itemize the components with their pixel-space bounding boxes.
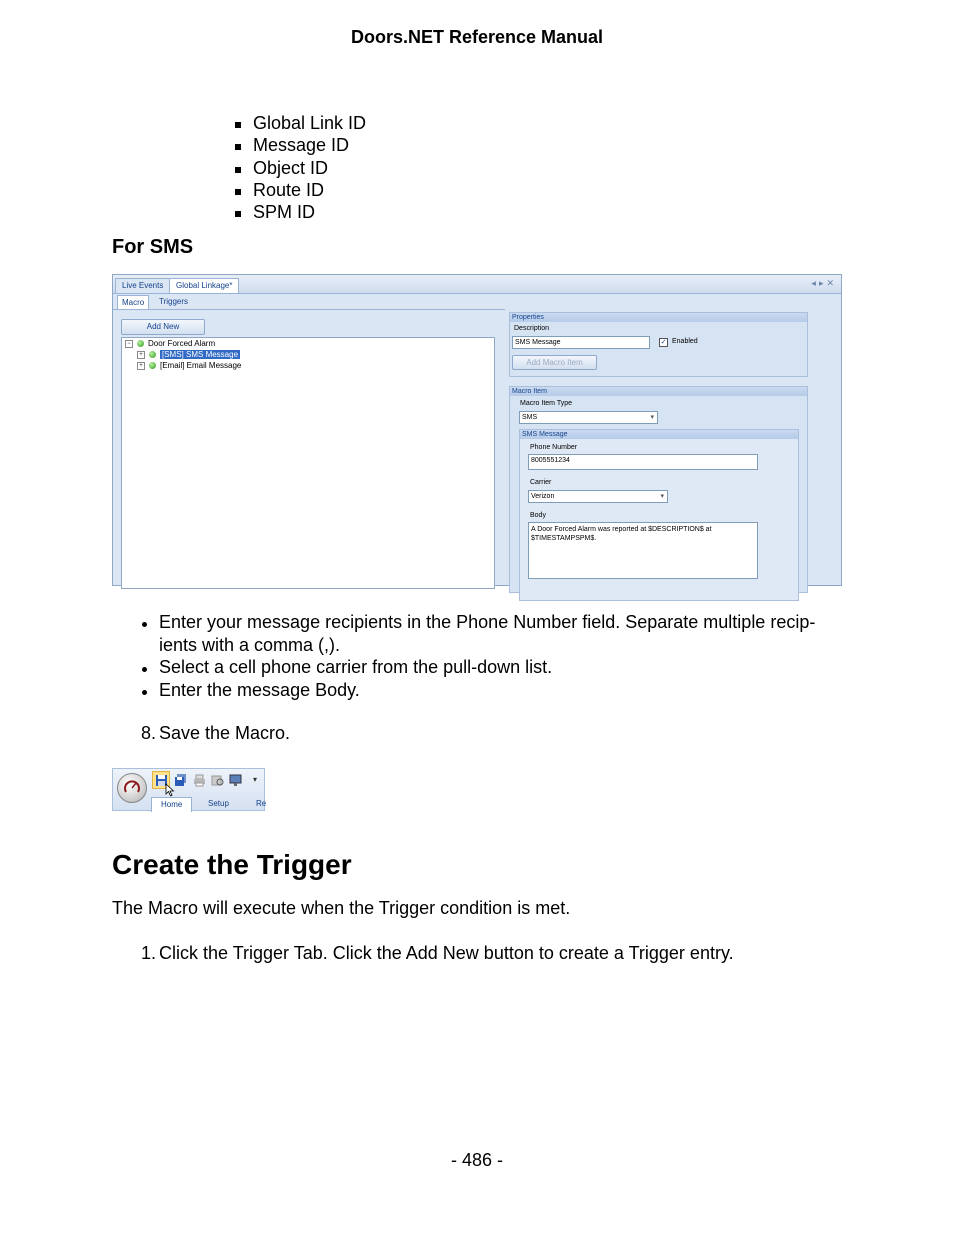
page-header: Doors.NET Reference Manual (350, 27, 604, 47)
section-heading-trigger: Create the Trigger (112, 849, 352, 880)
enabled-label: Enabled (672, 338, 698, 345)
panel-title: Properties (510, 313, 807, 322)
description-label: Description (514, 325, 550, 332)
window-controls-icon[interactable]: ◂▸✕ (811, 278, 837, 288)
carrier-label: Carrier (530, 479, 552, 486)
tab-reports[interactable]: Re (256, 799, 267, 808)
status-dot-icon (149, 362, 156, 369)
status-dot-icon (137, 340, 144, 347)
tab-setup[interactable]: Setup (208, 799, 229, 808)
collapse-icon[interactable]: − (125, 340, 133, 348)
enabled-checkbox[interactable]: ✓ (660, 339, 667, 346)
id-list (234, 112, 366, 223)
document-tab-bar (113, 275, 841, 294)
list-item: Message ID (234, 134, 366, 156)
print-preview-icon[interactable] (211, 774, 224, 787)
list-item: Route ID (234, 179, 366, 201)
instruction-list (140, 611, 850, 701)
tree-node-email[interactable]: + [Email] Email Message (137, 360, 241, 371)
carrier-select[interactable]: Verizon ▾ (528, 490, 668, 503)
panel-title: Macro Item (510, 387, 807, 396)
add-macro-item-button[interactable]: Add Macro Item (512, 355, 597, 370)
page-number: - 486 - (450, 1150, 504, 1170)
macro-item-type-label: Macro Item Type (520, 400, 573, 407)
section-heading-sms: For SMS (112, 236, 194, 258)
group-title: SMS Message (520, 430, 798, 439)
expand-icon[interactable]: + (137, 362, 145, 370)
macro-tree[interactable] (121, 337, 495, 589)
tree-node-sms[interactable]: + [SMS] SMS Message (137, 349, 240, 360)
phone-number-label: Phone Number (530, 444, 578, 451)
intro-paragraph: The Macro will execute when the Trigger condition is met. (112, 898, 571, 918)
print-icon[interactable] (193, 774, 206, 787)
list-item: Object ID (234, 157, 366, 179)
step-text: Click the Trigger Tab. Click the Add New button to create a Trigger entry. (159, 943, 734, 963)
step-text: Save the Macro. (159, 723, 291, 743)
step-number: 1. (140, 943, 156, 963)
list-item: Enter the message Body. (140, 679, 850, 702)
body-textarea[interactable]: A Door Forced Alarm was reported at $DESCRIPTION$ at $TIMESTAMPSPM$. (528, 522, 758, 579)
monitor-icon[interactable] (229, 774, 242, 787)
expand-icon[interactable]: + (137, 351, 145, 359)
sms-macro-screenshot (112, 274, 842, 586)
tab-home[interactable]: Home (151, 797, 192, 812)
tab-global-linkage[interactable]: Global Linkage* (169, 278, 239, 293)
tab-macro[interactable]: Macro (117, 295, 149, 309)
customize-toolbar-icon[interactable]: ▾ (253, 775, 258, 784)
toolbar-screenshot (112, 768, 265, 811)
save-all-icon[interactable] (174, 774, 187, 787)
app-orb-icon[interactable] (117, 773, 147, 803)
sms-message-group (519, 429, 799, 601)
list-item: Enter your message recipients in the Phone Number field. Separate multiple recip-ients with a comma (,). (140, 611, 850, 656)
mouse-cursor-icon (165, 783, 175, 797)
phone-number-field[interactable]: 8005551234 (528, 454, 758, 470)
divider (113, 309, 505, 310)
description-field[interactable]: SMS Message (512, 336, 650, 349)
list-item: SPM ID (234, 201, 366, 223)
macro-item-type-select[interactable]: SMS ▾ (519, 411, 658, 424)
add-new-button[interactable]: Add New (121, 319, 205, 335)
list-item: Select a cell phone carrier from the pull-down list. (140, 656, 850, 679)
body-label: Body (530, 512, 546, 519)
tab-triggers[interactable]: Triggers (159, 297, 189, 306)
properties-panel (509, 312, 808, 377)
status-dot-icon (149, 351, 156, 358)
tab-live-events[interactable]: Live Events (115, 278, 170, 293)
macro-item-panel (509, 386, 808, 593)
tree-node-root[interactable]: − Door Forced Alarm (125, 338, 215, 349)
list-item: Global Link ID (234, 112, 366, 134)
step-number: 8. (140, 723, 156, 743)
